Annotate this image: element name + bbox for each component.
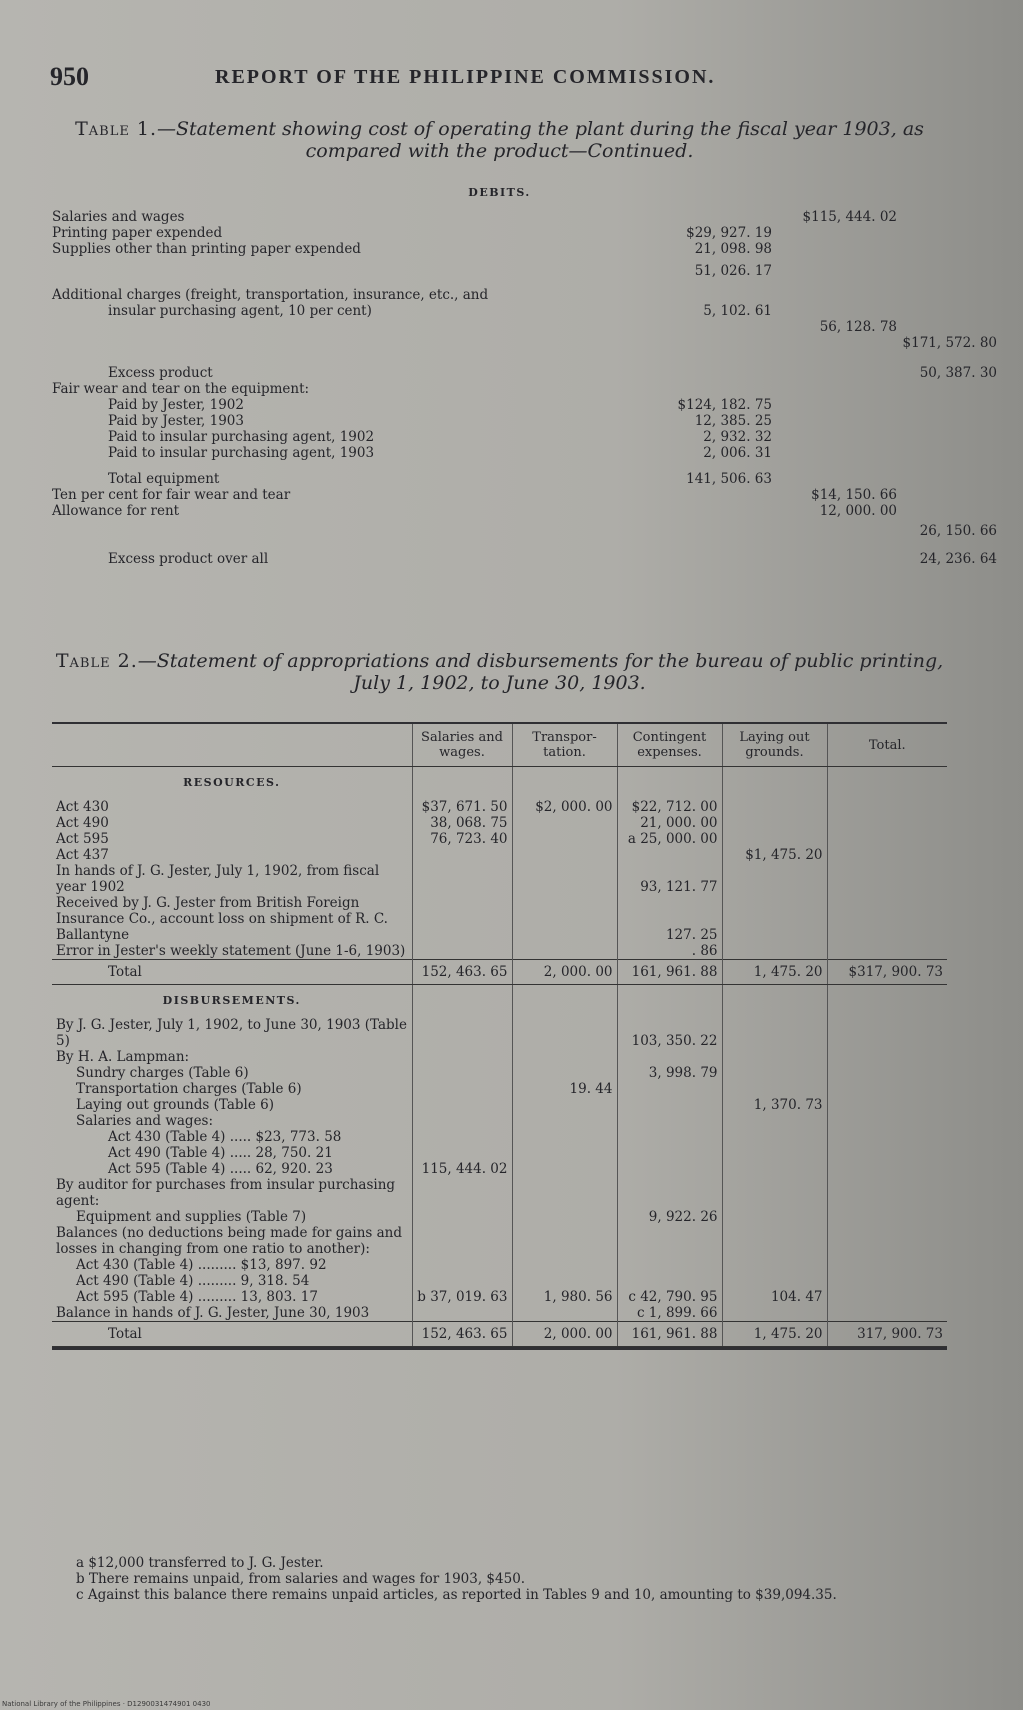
table2-cell bbox=[827, 1225, 947, 1257]
table2-cell bbox=[827, 1161, 947, 1177]
table2-row bbox=[52, 1289, 947, 1305]
footnote-c: c Against this balance there remains unpaid articles, as reported in Tables 9 and 10, amounting to $39,094.35. bbox=[76, 1587, 837, 1603]
table1-row-label: Paid by Jester, 1902 bbox=[108, 397, 244, 413]
table2-cell bbox=[412, 1305, 512, 1322]
table2-row-label: Act 430 (Table 4) ..... $23, 773. 58 bbox=[108, 1129, 342, 1145]
table1-row-label: Additional charges (freight, transportation, insurance, etc., and bbox=[52, 287, 489, 303]
table2-cell bbox=[617, 1049, 722, 1065]
table2-row-label: Act 595 bbox=[56, 831, 109, 847]
table2-cell bbox=[722, 943, 827, 960]
table1-row bbox=[52, 263, 947, 279]
table2-cell bbox=[412, 1065, 512, 1081]
table2-cell bbox=[827, 1129, 947, 1145]
table2-cell: $37, 671. 50 bbox=[412, 799, 512, 815]
table2-cell bbox=[512, 1273, 617, 1289]
table2-cell: 9, 922. 26 bbox=[617, 1209, 722, 1225]
table1-row-label: Paid by Jester, 1903 bbox=[108, 413, 244, 429]
table2-cell bbox=[827, 1049, 947, 1065]
table2-cell bbox=[722, 1257, 827, 1273]
table2-lead: Table 2. bbox=[55, 650, 138, 672]
table2-row-label: In hands of J. G. Jester, July 1, 1902, from fiscal year 1902 bbox=[56, 863, 380, 895]
table2-cell bbox=[412, 1177, 512, 1209]
table1-row bbox=[52, 429, 947, 445]
table2-body bbox=[52, 767, 947, 1347]
table1-row-c3-value: $115, 444. 02 bbox=[802, 209, 897, 225]
table2-cell bbox=[827, 1305, 947, 1322]
table2-cell bbox=[617, 1129, 722, 1145]
table2-section-row bbox=[52, 767, 947, 800]
table2-cell bbox=[512, 1049, 617, 1065]
table2-row-label: Act 437 bbox=[56, 847, 109, 863]
table2-cell: 2, 000. 00 bbox=[512, 1322, 617, 1347]
table2-row bbox=[52, 1097, 947, 1113]
table1-debits bbox=[52, 186, 997, 567]
table2-cell bbox=[512, 1209, 617, 1225]
table2-cell: b 37, 019. 63 bbox=[412, 1289, 512, 1305]
table2-cell bbox=[412, 1049, 512, 1065]
table2-row bbox=[52, 895, 947, 943]
table2-cell bbox=[827, 1065, 947, 1081]
table2-row bbox=[52, 1113, 947, 1129]
table1-row bbox=[52, 487, 947, 503]
table2-row bbox=[52, 1161, 947, 1177]
table1-row-c2-value: $29, 927. 19 bbox=[686, 225, 772, 241]
table2-cell: 3, 998. 79 bbox=[617, 1065, 722, 1081]
table2-cell: $2, 000. 00 bbox=[512, 799, 617, 815]
col-total: Total. bbox=[827, 724, 947, 767]
table2-cell bbox=[512, 1257, 617, 1273]
table2-cell bbox=[722, 863, 827, 895]
table2-cell bbox=[722, 1017, 827, 1049]
table2-cell bbox=[827, 1017, 947, 1049]
table2-cell bbox=[512, 1225, 617, 1257]
table2-cell bbox=[827, 1273, 947, 1289]
table2-empty-cell bbox=[512, 767, 617, 800]
table2-row bbox=[52, 1065, 947, 1081]
col-laying-out: Laying out grounds. bbox=[722, 724, 827, 767]
table1-row bbox=[52, 445, 947, 461]
table2-section-heading: DISBURSEMENTS. bbox=[162, 994, 301, 1007]
table2-cell: 2, 000. 00 bbox=[512, 960, 617, 985]
table2-empty-cell bbox=[722, 985, 827, 1018]
table2-cell: 38, 068. 75 bbox=[412, 815, 512, 831]
table2-cell bbox=[617, 1081, 722, 1097]
table2 bbox=[52, 722, 947, 1350]
table2-cell: a 25, 000. 00 bbox=[617, 831, 722, 847]
table2-cell: 19. 44 bbox=[512, 1081, 617, 1097]
table1-row-label: Printing paper expended bbox=[52, 225, 223, 241]
table2-cell bbox=[617, 1225, 722, 1257]
table2-cell bbox=[722, 1305, 827, 1322]
table1-row-c4-value: $171, 572. 80 bbox=[902, 335, 997, 351]
table2-cell bbox=[722, 895, 827, 943]
table2-row bbox=[52, 815, 947, 831]
table1-row-c4-value: 50, 387. 30 bbox=[919, 365, 997, 381]
table1-row bbox=[52, 287, 947, 303]
table1-row-c3-value: 56, 128. 78 bbox=[819, 319, 897, 335]
table2-cell bbox=[722, 1161, 827, 1177]
table2-cell bbox=[722, 1113, 827, 1129]
table2-cell: 103, 350. 22 bbox=[617, 1017, 722, 1049]
table2-cell bbox=[827, 1289, 947, 1305]
table2-cell bbox=[617, 1161, 722, 1177]
debits-heading: DEBITS. bbox=[468, 186, 531, 199]
table2-cell: 161, 961. 88 bbox=[617, 960, 722, 985]
table2-cell bbox=[512, 847, 617, 863]
table1-row-label: insular purchasing agent, 10 per cent) bbox=[108, 303, 372, 319]
table1-row bbox=[52, 413, 947, 429]
table2-cell bbox=[827, 815, 947, 831]
table2-cell: 1, 980. 56 bbox=[512, 1289, 617, 1305]
table1-row-label: Paid to insular purchasing agent, 1902 bbox=[108, 429, 375, 445]
table1-row-label: Total equipment bbox=[108, 471, 220, 487]
table2-cell bbox=[512, 1161, 617, 1177]
table2-cell: 1, 475. 20 bbox=[722, 1322, 827, 1347]
table2-cell bbox=[512, 1305, 617, 1322]
table2-cell bbox=[827, 1177, 947, 1209]
table2-cell bbox=[722, 1225, 827, 1257]
table2-cell bbox=[412, 1097, 512, 1113]
table2-cell: 76, 723. 40 bbox=[412, 831, 512, 847]
table2-cell: c 1, 899. 66 bbox=[617, 1305, 722, 1322]
table2-empty-cell bbox=[722, 767, 827, 800]
table2-cell bbox=[412, 1257, 512, 1273]
table2-cell bbox=[617, 1113, 722, 1129]
table2-cell bbox=[617, 1097, 722, 1113]
table2-cell bbox=[617, 1273, 722, 1289]
table2-section-heading: RESOURCES. bbox=[183, 776, 281, 789]
table2-cell: 152, 463. 65 bbox=[412, 1322, 512, 1347]
table2-row-label: Act 595 (Table 4) ..... 62, 920. 23 bbox=[108, 1161, 333, 1177]
table1-row-c4-value: 26, 150. 66 bbox=[919, 523, 997, 539]
col-contingent: Contingent expenses. bbox=[617, 724, 722, 767]
table2-cell bbox=[512, 943, 617, 960]
table1-row-label: Allowance for rent bbox=[52, 503, 180, 519]
table1-row-label: Excess product bbox=[108, 365, 213, 381]
table2-cell bbox=[827, 799, 947, 815]
table2-cell bbox=[827, 1113, 947, 1129]
table1-row-c3-value: 12, 000. 00 bbox=[819, 503, 897, 519]
table2-row-label: Act 430 bbox=[56, 799, 109, 815]
table2-row bbox=[52, 1129, 947, 1145]
table2-row-label: Equipment and supplies (Table 7) bbox=[76, 1209, 307, 1225]
table2-row bbox=[52, 1305, 947, 1322]
table2-row bbox=[52, 847, 947, 863]
table2-cell bbox=[412, 1129, 512, 1145]
table2-header-row bbox=[52, 724, 947, 767]
table2-row bbox=[52, 943, 947, 960]
table2-cell: 317, 900. 73 bbox=[827, 1322, 947, 1347]
table2-cell: $1, 475. 20 bbox=[722, 847, 827, 863]
table2-cell bbox=[412, 895, 512, 943]
table2-row-label: Act 595 (Table 4) ......... 13, 803. 17 bbox=[76, 1289, 318, 1305]
table2-row bbox=[52, 1049, 947, 1065]
footnote-b: b There remains unpaid, from salaries and wages for 1903, $450. bbox=[76, 1571, 526, 1587]
table2-cell bbox=[827, 863, 947, 895]
table1-row bbox=[52, 381, 947, 397]
table2-row bbox=[52, 1273, 947, 1289]
table2-cell bbox=[722, 799, 827, 815]
table1-row-c2-value: 2, 006. 31 bbox=[703, 445, 772, 461]
table2-cell: 161, 961. 88 bbox=[617, 1322, 722, 1347]
table1-row-label: Fair wear and tear on the equipment: bbox=[52, 381, 310, 397]
table2-row-label: Total bbox=[52, 960, 412, 985]
table1-row-c4-value: 24, 236. 64 bbox=[919, 551, 997, 567]
table2-cell bbox=[827, 895, 947, 943]
table2-cell bbox=[827, 1145, 947, 1161]
table2-row bbox=[52, 960, 947, 985]
table1-row bbox=[52, 335, 997, 351]
table2-cell bbox=[827, 1257, 947, 1273]
table2-cell bbox=[827, 1081, 947, 1097]
scan-credit: National Library of the Philippines · D1290031474901 0430 bbox=[2, 1700, 211, 1708]
table2-row-label: By J. G. Jester, July 1, 1902, to June 30, 1903 (Table 5) bbox=[56, 1017, 407, 1049]
table1-row bbox=[52, 471, 947, 487]
table1-row-label: Supplies other than printing paper expended bbox=[52, 241, 361, 257]
table1-row bbox=[52, 397, 947, 413]
table2-cell bbox=[512, 1097, 617, 1113]
table1-row bbox=[52, 551, 997, 567]
table2-caption-text: —Statement of appropriations and disbursements for the bureau of public printing, July 1, 1902, to June 30, 1903. bbox=[137, 650, 944, 694]
table2-row bbox=[52, 831, 947, 847]
table2-row bbox=[52, 1225, 947, 1257]
table2-cell bbox=[512, 895, 617, 943]
table1-row bbox=[52, 241, 947, 257]
table2-row bbox=[52, 799, 947, 815]
table2-cell bbox=[722, 1209, 827, 1225]
table2-cell: $22, 712. 00 bbox=[617, 799, 722, 815]
table2-cell: 127. 25 bbox=[617, 895, 722, 943]
table2-cell: 152, 463. 65 bbox=[412, 960, 512, 985]
table1-row bbox=[52, 225, 947, 241]
table2-cell bbox=[827, 831, 947, 847]
footnote-a: a $12,000 transferred to J. G. Jester. bbox=[76, 1555, 324, 1571]
table2-cell bbox=[412, 1273, 512, 1289]
table1-row-c3-value: $14, 150. 66 bbox=[811, 487, 897, 503]
table1-row-label: Salaries and wages bbox=[52, 209, 185, 225]
table2-row-label: Act 490 bbox=[56, 815, 109, 831]
table2-empty-cell bbox=[412, 985, 512, 1018]
table2-row-label: Error in Jester's weekly statement (June 1-6, 1903) bbox=[56, 943, 406, 959]
table2-cell bbox=[412, 1113, 512, 1129]
table2-empty-cell bbox=[412, 767, 512, 800]
table2-cell bbox=[412, 847, 512, 863]
footnotes bbox=[52, 1555, 947, 1603]
table1-row-c2-value: 141, 506. 63 bbox=[686, 471, 772, 487]
table2-cell bbox=[512, 863, 617, 895]
table2-row bbox=[52, 1257, 947, 1273]
table1-row-c2-value: 21, 098. 98 bbox=[694, 241, 772, 257]
table2-cell bbox=[512, 1177, 617, 1209]
table2-cell bbox=[722, 1129, 827, 1145]
table1-row-label: Ten per cent for fair wear and tear bbox=[52, 487, 291, 503]
table1-row bbox=[52, 209, 947, 225]
table2-row bbox=[52, 1209, 947, 1225]
table2-empty-cell bbox=[827, 985, 947, 1018]
table2-row-label: By auditor for purchases from insular purchasing agent: bbox=[56, 1177, 396, 1209]
col-salaries: Salaries and wages. bbox=[412, 724, 512, 767]
table1-row bbox=[52, 503, 947, 519]
table1-caption bbox=[52, 118, 947, 162]
table2-cell: 115, 444. 02 bbox=[412, 1161, 512, 1177]
table2-cell bbox=[512, 1017, 617, 1049]
table2-cell bbox=[412, 943, 512, 960]
table2-cell bbox=[412, 1225, 512, 1257]
table2-cell bbox=[512, 1129, 617, 1145]
table1-row bbox=[52, 523, 997, 539]
table2-cell: c 42, 790. 95 bbox=[617, 1289, 722, 1305]
table2-cell bbox=[827, 847, 947, 863]
table2-cell: 93, 121. 77 bbox=[617, 863, 722, 895]
table2-cell bbox=[617, 1257, 722, 1273]
table2-row bbox=[52, 1017, 947, 1049]
table2-cell bbox=[412, 1209, 512, 1225]
table1-lead: Table 1. bbox=[75, 118, 157, 140]
table2-cell bbox=[722, 1145, 827, 1161]
table2-cell: 104. 47 bbox=[722, 1289, 827, 1305]
table1-row-c2-value: 5, 102. 61 bbox=[703, 303, 772, 319]
table2-cell: . 86 bbox=[617, 943, 722, 960]
table2-cell bbox=[827, 1097, 947, 1113]
table2-cell bbox=[722, 1065, 827, 1081]
table2-cell bbox=[512, 1145, 617, 1161]
table2-cell bbox=[412, 1081, 512, 1097]
table2-cell bbox=[617, 1177, 722, 1209]
table2-cell: 1, 475. 20 bbox=[722, 960, 827, 985]
table2-cell: $317, 900. 73 bbox=[827, 960, 947, 985]
table2-row-label: Balance in hands of J. G. Jester, June 30, 1903 bbox=[56, 1305, 370, 1321]
table2-cell: 1, 370. 73 bbox=[722, 1097, 827, 1113]
table2-row-label: Balances (no deductions being made for gains and losses in changing from one ratio to another): bbox=[56, 1225, 403, 1257]
table2-cell bbox=[722, 1049, 827, 1065]
table2-cell bbox=[412, 1017, 512, 1049]
table2-caption bbox=[52, 650, 947, 694]
table2-cell bbox=[512, 1065, 617, 1081]
page-number: 950 bbox=[50, 62, 89, 91]
table1-rows bbox=[52, 209, 997, 567]
col-transportation: Transpor-tation. bbox=[512, 724, 617, 767]
table2-row-label: Act 490 (Table 4) ..... 28, 750. 21 bbox=[108, 1145, 333, 1161]
table2-cell: 21, 000. 00 bbox=[617, 815, 722, 831]
table2-cell bbox=[512, 1113, 617, 1129]
table2-cell bbox=[827, 943, 947, 960]
table2-cell bbox=[722, 1273, 827, 1289]
table2-row bbox=[52, 1177, 947, 1209]
table2-row-label: Received by J. G. Jester from British Foreign Insurance Co., account loss on shipment of R. C. Ballantyne bbox=[56, 895, 388, 943]
table2-row bbox=[52, 1145, 947, 1161]
table1-row-c2-value: 12, 385. 25 bbox=[694, 413, 772, 429]
table2-cell bbox=[412, 863, 512, 895]
table1-row bbox=[52, 365, 997, 381]
table2-cell bbox=[722, 831, 827, 847]
table2-row bbox=[52, 1322, 947, 1347]
table2-empty-cell bbox=[617, 985, 722, 1018]
table2-cell bbox=[827, 1209, 947, 1225]
table2-empty-cell bbox=[617, 767, 722, 800]
table2-row-label: Total bbox=[52, 1322, 412, 1347]
table2-empty-cell bbox=[827, 767, 947, 800]
table2-cell bbox=[412, 1145, 512, 1161]
table2-row-label: Sundry charges (Table 6) bbox=[76, 1065, 249, 1081]
running-head: REPORT OF THE PHILIPPINE COMMISSION. bbox=[215, 66, 716, 88]
table2-row-label: Act 430 (Table 4) ......... $13, 897. 92 bbox=[76, 1257, 327, 1273]
table2-cell bbox=[722, 1081, 827, 1097]
table2-cell bbox=[617, 1145, 722, 1161]
table2-cell bbox=[512, 831, 617, 847]
table2-row bbox=[52, 1081, 947, 1097]
table2-header-description bbox=[52, 724, 412, 767]
table2-section-row bbox=[52, 985, 947, 1018]
table2-empty-cell bbox=[512, 985, 617, 1018]
table2-row bbox=[52, 863, 947, 895]
table1-caption-text: —Statement showing cost of operating the plant during the fiscal year 1903, as compared with the product—Continued. bbox=[157, 118, 924, 162]
table1-row-label: Excess product over all bbox=[108, 551, 269, 567]
table2-row-label: Act 490 (Table 4) ......... 9, 318. 54 bbox=[76, 1273, 310, 1289]
table2-row-label: Salaries and wages: bbox=[76, 1113, 214, 1129]
table2-cell bbox=[722, 1177, 827, 1209]
table2-cell bbox=[617, 847, 722, 863]
table2-cell bbox=[512, 815, 617, 831]
table2-row-label: Transportation charges (Table 6) bbox=[76, 1081, 302, 1097]
table2-cell bbox=[722, 815, 827, 831]
table1-row-c2-value: 2, 932. 32 bbox=[703, 429, 772, 445]
table1-row bbox=[52, 319, 947, 335]
table1-row-label: Paid to insular purchasing agent, 1903 bbox=[108, 445, 375, 461]
table2-row-label: By H. A. Lampman: bbox=[56, 1049, 190, 1065]
table1-row-c2-value: 51, 026. 17 bbox=[694, 263, 772, 279]
table2-row-label: Laying out grounds (Table 6) bbox=[76, 1097, 274, 1113]
table1-row bbox=[52, 303, 947, 319]
table1-row-c2-value: $124, 182. 75 bbox=[677, 397, 772, 413]
